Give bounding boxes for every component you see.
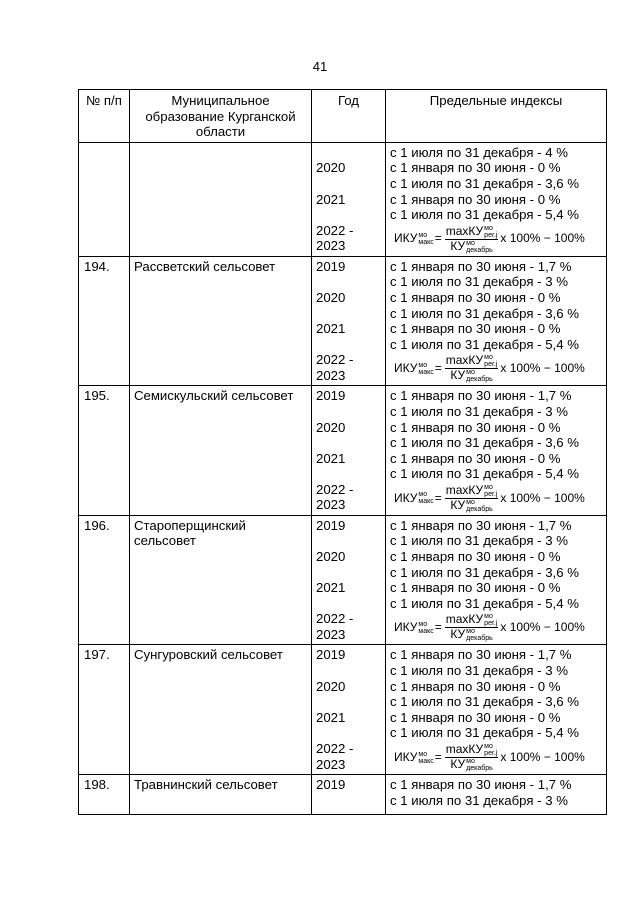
formula-fraction [445, 225, 499, 254]
index-line: с 1 июля по 31 декабря - 3 % [390, 792, 568, 808]
index-line: с 1 января по 30 июня - 0 % [390, 419, 561, 435]
formula-tail: x 100% − 100% [500, 361, 585, 376]
municipality-name: Староперщинский сельсовет [130, 515, 312, 645]
indices-cell [386, 142, 607, 256]
index-line: с 1 июля по 31 декабря - 3,6 % [390, 175, 579, 191]
years-cell [312, 256, 386, 386]
formula-lhs: ИКУ [394, 231, 418, 246]
formula [394, 223, 602, 256]
municipality-name: Травнинский сельсовет [130, 775, 312, 815]
years-cell [312, 142, 386, 256]
formula-lhs-sub: макс [418, 498, 434, 506]
index-line: с 1 января по 30 июня - 0 % [390, 321, 561, 337]
row-number: 198. [79, 775, 130, 815]
formula-den-sup: мо [466, 628, 475, 636]
index-line: с 1 июля по 31 декабря - 3,6 % [390, 305, 579, 321]
formula [394, 352, 602, 385]
index-line: с 1 июля по 31 декабря - 3 % [390, 533, 568, 549]
formula [394, 741, 602, 774]
formula-den-sub: декабрь [466, 635, 493, 643]
formula-num-sub: per.j [484, 361, 498, 369]
index-line: с 1 июля по 31 декабря - 3,6 % [390, 694, 579, 710]
years-cell [312, 775, 386, 815]
year-label: 2020 [316, 160, 346, 176]
formula-num-sup: мо [484, 483, 493, 491]
formula-lhs-sub: макс [418, 368, 434, 376]
formula-fraction [445, 613, 499, 642]
header-indices: Предельные индексы [386, 90, 607, 143]
formula-lhs: ИКУ [394, 620, 418, 635]
years-cell [312, 515, 386, 645]
formula-fraction [445, 743, 499, 772]
formula-fraction [445, 354, 499, 383]
municipality-name: Рассветский сельсовет [130, 256, 312, 386]
indices-cell [386, 775, 607, 815]
formula-tail: x 100% − 100% [500, 490, 585, 505]
formula-den-sub: декабрь [466, 765, 493, 772]
index-line: с 1 января по 30 июня - 0 % [390, 549, 561, 565]
years-cell [312, 645, 386, 775]
table-row [79, 645, 607, 775]
formula-lhs: ИКУ [394, 361, 418, 376]
formula-lhs-sup: мо [418, 361, 428, 369]
formula-num-sup: мо [484, 613, 493, 621]
index-line: с 1 января по 30 июня - 1,7 % [390, 647, 572, 663]
municipality-name [130, 142, 312, 256]
year-label: 2021 [316, 580, 346, 596]
formula-den: КУ [450, 368, 466, 383]
table-row [79, 386, 607, 516]
year-label: 2019 [316, 517, 346, 533]
formula-lhs: ИКУ [394, 749, 418, 764]
formula-num-sub: per.j [484, 750, 498, 757]
formula-tail: x 100% − 100% [500, 620, 585, 635]
index-line: с 1 января по 30 июня - 1,7 % [390, 388, 572, 404]
formula-tail: x 100% − 100% [500, 749, 585, 764]
index-line: с 1 января по 30 июня - 1,7 % [390, 258, 572, 274]
formula-fraction [445, 484, 499, 513]
formula-eq: = [434, 620, 442, 635]
formula-num: maxКУ [445, 742, 484, 757]
year-label: 2022 - 2023 [316, 352, 354, 383]
year-label: 2021 [316, 191, 346, 207]
year-label: 2022 - 2023 [316, 741, 354, 772]
formula-lhs: ИКУ [394, 490, 418, 505]
formula-lhs-sub: макс [418, 757, 434, 765]
year-label: 2021 [316, 709, 346, 725]
year-label: 2020 [316, 419, 346, 435]
formula [394, 482, 602, 515]
index-line: с 1 января по 30 июня - 0 % [390, 191, 561, 207]
formula-num-sub: per.j [484, 620, 498, 628]
table-row [79, 256, 607, 386]
index-line: с 1 января по 30 июня - 1,7 % [390, 777, 572, 792]
indices-cell [386, 386, 607, 516]
formula-lhs-sub: макс [418, 239, 434, 247]
index-line: с 1 июля по 31 декабря - 5,4 % [390, 336, 579, 352]
index-line: с 1 января по 30 июня - 0 % [390, 709, 561, 725]
formula-den-sub: декабрь [466, 246, 493, 254]
year-label: 2019 [316, 647, 346, 663]
indices-cell [386, 515, 607, 645]
formula-num-sup: мо [484, 743, 493, 750]
year-label: 2019 [316, 388, 346, 404]
index-line: с 1 июля по 31 декабря - 3,6 % [390, 435, 579, 451]
index-line: с 1 января по 30 июня - 0 % [390, 678, 561, 694]
index-line: с 1 июля по 31 декабря - 5,4 % [390, 207, 579, 223]
formula-tail: x 100% − 100% [500, 231, 585, 246]
index-line: с 1 июля по 31 декабря - 3 % [390, 663, 568, 679]
year-label: 2020 [316, 549, 346, 565]
formula-lhs-sup: мо [418, 491, 428, 499]
formula-num-sub: per.j [484, 490, 498, 498]
municipality-name: Семискульский сельсовет [130, 386, 312, 516]
formula-den-sup: мо [466, 239, 475, 247]
index-line: с 1 января по 30 июня - 0 % [390, 450, 561, 466]
index-line: с 1 января по 30 июня - 0 % [390, 289, 561, 305]
table-header-row [79, 90, 607, 143]
year-label: 2020 [316, 678, 346, 694]
formula-eq: = [434, 749, 442, 764]
year-label: 2022 - 2023 [316, 481, 354, 513]
index-line: с 1 января по 30 июня - 1,7 % [390, 517, 572, 533]
formula-eq: = [434, 231, 442, 246]
formula-num-sup: мо [484, 224, 493, 232]
header-municipality: Муниципальное образование Курганской области [130, 90, 312, 143]
indices-cell [386, 256, 607, 386]
formula-num: maxКУ [445, 353, 484, 368]
index-line: с 1 июля по 31 декабря - 4 % [390, 144, 568, 160]
formula-num-sup: мо [484, 354, 493, 362]
index-line: с 1 июля по 31 декабря - 5,4 % [390, 595, 579, 611]
index-line: с 1 июля по 31 декабря - 3,6 % [390, 564, 579, 580]
formula-lhs-sup: мо [418, 232, 428, 240]
year-label: 2022 - 2023 [316, 611, 354, 643]
formula-den-sub: декабрь [466, 505, 493, 513]
table-row [79, 515, 607, 645]
formula-den: КУ [450, 238, 466, 253]
row-number: 195. [79, 386, 130, 516]
page-number: 41 [312, 59, 328, 74]
table-row [79, 142, 607, 256]
header-year: Год [312, 90, 386, 143]
index-line: с 1 января по 30 июня - 0 % [390, 160, 561, 176]
index-line: с 1 июля по 31 декабря - 5,4 % [390, 725, 579, 741]
year-label: 2021 [316, 321, 346, 337]
formula-den-sub: декабрь [466, 376, 493, 384]
formula-lhs-sub: макс [418, 627, 434, 635]
formula-den-sup: мо [466, 498, 475, 506]
formula-den: КУ [450, 627, 466, 642]
index-line: с 1 июля по 31 декабря - 3 % [390, 403, 568, 419]
formula-eq: = [434, 361, 442, 376]
year-label: 2022 - 2023 [316, 222, 354, 254]
formula [394, 611, 602, 644]
row-number: 196. [79, 515, 130, 645]
year-label: 2021 [316, 450, 346, 466]
formula-num: maxКУ [445, 612, 484, 627]
year-label: 2019 [316, 777, 346, 792]
formula-den: КУ [450, 498, 466, 513]
table-row [79, 775, 607, 815]
row-number: 194. [79, 256, 130, 386]
formula-den-sup: мо [466, 369, 475, 377]
year-label: 2020 [316, 289, 346, 305]
formula-den: КУ [450, 757, 466, 772]
indices-table [78, 89, 607, 815]
formula-num-sub: per.j [484, 231, 498, 239]
formula-lhs-sup: мо [418, 750, 428, 758]
row-number: 197. [79, 645, 130, 775]
header-num: № п/п [79, 90, 130, 143]
index-line: с 1 июля по 31 декабря - 3 % [390, 274, 568, 290]
formula-eq: = [434, 490, 442, 505]
index-line: с 1 января по 30 июня - 0 % [390, 580, 561, 596]
index-line: с 1 июля по 31 декабря - 5,4 % [390, 466, 579, 482]
row-number [79, 142, 130, 256]
formula-num: maxКУ [445, 483, 484, 498]
year-label: 2019 [316, 258, 346, 274]
municipality-name: Сунгуровский сельсовет [130, 645, 312, 775]
years-cell [312, 386, 386, 516]
formula-num: maxКУ [445, 223, 484, 238]
indices-cell [386, 645, 607, 775]
formula-lhs-sup: мо [418, 620, 428, 628]
formula-den-sup: мо [466, 758, 475, 765]
